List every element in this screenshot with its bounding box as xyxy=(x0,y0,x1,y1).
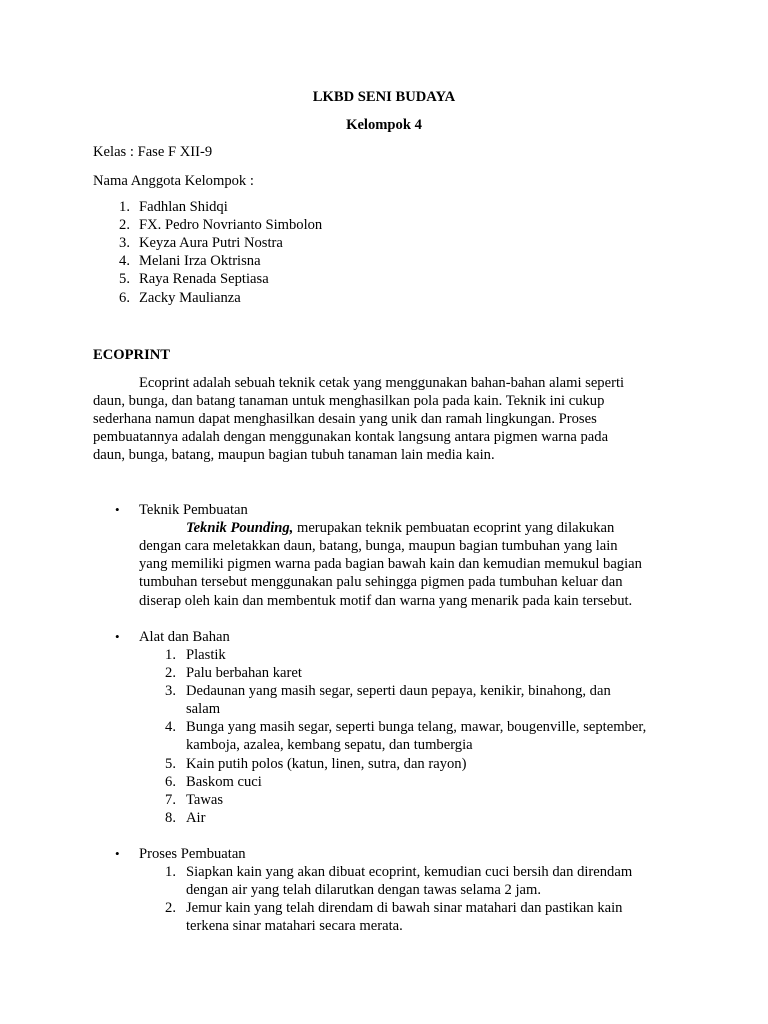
group-label: Kelompok 4 xyxy=(346,117,422,133)
paragraph-line: diserap oleh kain dan membentuk motif dan warna yang menarik pada kain tersebut. xyxy=(139,593,633,609)
list-number: 6. xyxy=(119,290,130,306)
list-number: 2. xyxy=(119,217,130,233)
list-number: 6. xyxy=(165,774,176,790)
list-number: 5. xyxy=(165,756,176,772)
list-item: Bunga yang masih segar, seperti bunga telang, mawar, bougenville, september, xyxy=(186,719,647,735)
member-name: Raya Renada Septiasa xyxy=(139,271,269,287)
bullet-label: Teknik Pembuatan xyxy=(139,502,248,518)
list-item: Jemur kain yang telah direndam di bawah sinar matahari dan pastikan kain xyxy=(186,900,623,916)
bullet-label: Proses Pembuatan xyxy=(139,846,246,862)
document-title: LKBD SENI BUDAYA xyxy=(312,89,456,105)
member-name: Fadhlan Shidqi xyxy=(139,199,228,215)
paragraph-line: daun, bunga, dan batang tanaman untuk menghasilkan pola pada kain. Teknik ini cukup xyxy=(93,393,605,409)
teknik-first-line xyxy=(186,519,614,537)
member-name: FX. Pedro Novrianto Simbolon xyxy=(139,217,323,233)
list-number: 3. xyxy=(165,683,176,699)
list-item: Tawas xyxy=(186,792,224,808)
list-item-continued: salam xyxy=(186,701,221,717)
paragraph-line: dengan cara meletakkan daun, batang, bunga, maupun bagian tumbuhan yang lain xyxy=(139,538,618,554)
list-number: 3. xyxy=(119,235,130,251)
list-number: 8. xyxy=(165,810,176,826)
members-label: Nama Anggota Kelompok : xyxy=(93,173,254,189)
paragraph-line: daun, bunga, batang, maupun bagian tubuh tanaman lain media kain. xyxy=(93,447,495,463)
teknik-first-line-rest: merupakan teknik pembuatan ecoprint yang dilakukan xyxy=(293,520,615,536)
list-item: Kain putih polos (katun, linen, sutra, dan rayon) xyxy=(186,756,467,772)
paragraph-line: tumbuhan tersebut menggunakan palu sehingga pigmen pada tumbuhan keluar dan xyxy=(139,574,623,590)
paragraph-line: yang memiliki pigmen warna pada bagian bawah kain dan kemudian memukul bagian xyxy=(139,556,642,572)
list-item: Plastik xyxy=(186,647,226,663)
section-heading: ECOPRINT xyxy=(93,347,171,363)
list-item-continued: kamboja, azalea, kembang sepatu, dan tumbergia xyxy=(186,737,473,753)
bullet-icon: • xyxy=(115,629,120,644)
bullet-label: Alat dan Bahan xyxy=(139,629,230,645)
list-number: 1. xyxy=(119,199,130,215)
list-number: 2. xyxy=(165,665,176,681)
list-number: 1. xyxy=(165,864,176,880)
list-number: 7. xyxy=(165,792,176,808)
list-number: 4. xyxy=(165,719,176,735)
paragraph-line: pembuatannya adalah dengan menggunakan kontak langsung antara pigmen warna pada xyxy=(93,429,609,445)
paragraph-line: Ecoprint adalah sebuah teknik cetak yang menggunakan bahan-bahan alami seperti xyxy=(139,375,625,391)
list-number: 1. xyxy=(165,647,176,663)
list-item: Baskom cuci xyxy=(186,774,262,790)
list-item: Dedaunan yang masih segar, seperti daun pepaya, kenikir, binahong, dan xyxy=(186,683,611,699)
list-number: 4. xyxy=(119,253,130,269)
bullet-icon: • xyxy=(115,502,120,517)
paragraph-line: sederhana namun dapat menghasilkan desain yang unik dan ramah lingkungan. Proses xyxy=(93,411,597,427)
member-name: Zacky Maulianza xyxy=(139,290,241,306)
member-name: Melani Irza Oktrisna xyxy=(139,253,261,269)
list-item: Palu berbahan karet xyxy=(186,665,302,681)
teknik-term: Teknik Pounding, xyxy=(186,520,294,536)
class-line: Kelas : Fase F XII-9 xyxy=(93,144,213,160)
bullet-icon: • xyxy=(115,846,120,861)
list-item: Air xyxy=(186,810,206,826)
list-number: 2. xyxy=(165,900,176,916)
member-name: Keyza Aura Putri Nostra xyxy=(139,235,283,251)
list-number: 5. xyxy=(119,271,130,287)
list-item: Siapkan kain yang akan dibuat ecoprint, kemudian cuci bersih dan direndam xyxy=(186,864,633,880)
list-item-continued: dengan air yang telah dilarutkan dengan tawas selama 2 jam. xyxy=(186,882,541,898)
list-item-continued: terkena sinar matahari secara merata. xyxy=(186,918,403,934)
